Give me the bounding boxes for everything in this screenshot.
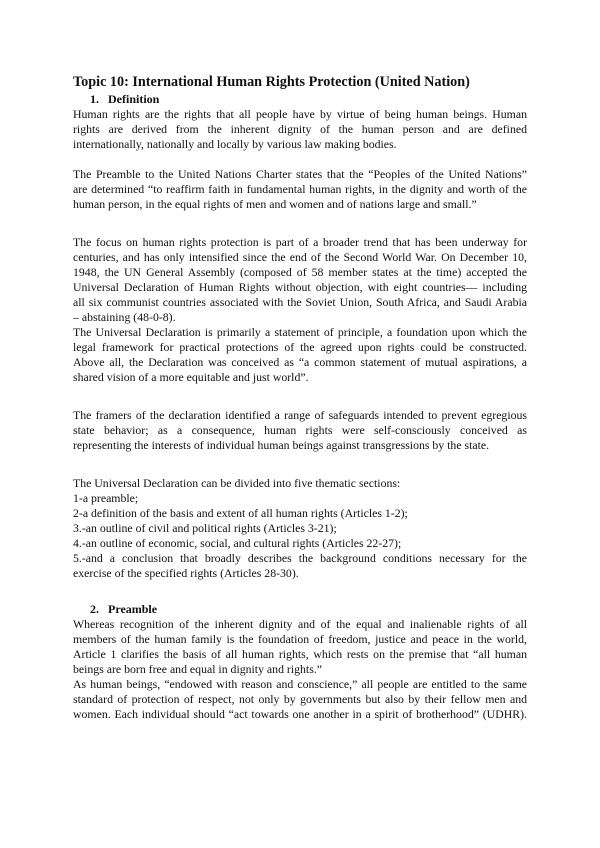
section-heading-definition — [90, 92, 159, 107]
text-line: state behavior; as a consequence, human rights were self-consciously conceived as — [73, 423, 527, 437]
text-line: Universal Declaration of Human Rights without objection, with eight countries— including — [73, 280, 527, 294]
text-line: Article 1 clarifies the basis of all human rights, which rests on the premise that “all human — [73, 647, 527, 661]
text-line: representing the interests of individual human beings against transgressions by the state. — [73, 438, 490, 452]
paragraph-framers — [73, 408, 527, 453]
text-line: shared vision of a more equitable and just world”. — [73, 370, 309, 384]
paragraph-thematic-sections — [73, 476, 527, 581]
text-line: – abstaining (48-0-8). — [73, 310, 176, 324]
section-number: 2. — [90, 602, 99, 616]
section-label: Definition — [108, 92, 160, 106]
text-line: rights are derived from the inherent dignity of the human person and are defined — [73, 122, 527, 136]
text-line: Above all, the Declaration was conceived as “a common statement of mutual aspirations, a — [73, 355, 527, 369]
text-line: The Universal Declaration can be divided into five thematic sections: — [73, 476, 401, 490]
text-line: are determined “to reaffirm faith in fundamental human rights, in the dignity and worth of the — [73, 182, 527, 196]
text-line: Human rights are the rights that all people have by virtue of being human beings. Human — [73, 107, 527, 121]
paragraph-focus-history — [73, 235, 527, 385]
text-line: 1-a preamble; — [73, 491, 139, 505]
paragraph-definition — [73, 107, 527, 152]
text-line: 3.-an outline of civil and political rights (Articles 3-21); — [73, 521, 337, 535]
text-line: standard of protection of respect, not only by governments but also by their fellow men and — [73, 692, 527, 706]
text-line: The focus on human rights protection is part of a broader trend that has been underway for — [73, 235, 527, 249]
section-heading-preamble — [90, 602, 157, 617]
document-title: Topic 10: International Human Rights Protection (United Nation) — [73, 74, 470, 90]
text-line: exercise of the specified rights (Articles 28-30). — [73, 566, 299, 580]
text-line: The Preamble to the United Nations Charter states that the “Peoples of the United Nations” — [73, 167, 527, 181]
section-number: 1. — [90, 92, 99, 106]
text-line: all six communist countries associated with the Soviet Union, South Africa, and Saudi Arabia — [73, 295, 527, 309]
text-line: As human beings, “endowed with reason and conscience,” all people are entitled to the same — [73, 677, 527, 691]
text-line: legal framework for practical protections of the agreed upon rights could be constructed. — [73, 340, 527, 354]
text-line: internationally, nationally and locally by various law making bodies. — [73, 137, 397, 151]
text-line: centuries, and has only intensified since the end of the Second World War. On December 10, — [73, 250, 527, 264]
paragraph-preamble — [73, 617, 527, 722]
text-line: The framers of the declaration identified a range of safeguards intended to prevent egregious — [73, 408, 527, 422]
text-line: 1948, the UN General Assembly (composed of 58 member states at the time) accepted the — [73, 265, 527, 279]
text-line: human person, in the equal rights of men and women and of nations large and small.” — [73, 197, 477, 211]
text-line: Whereas recognition of the inherent dignity and of the equal and inalienable rights of all — [73, 617, 527, 631]
text-line: beings are born free and equal in dignity and rights.” — [73, 662, 322, 676]
section-label: Preamble — [108, 602, 158, 616]
text-line: 2-a definition of the basis and extent of all human rights (Articles 1-2); — [73, 506, 408, 520]
text-line: 5.-and a conclusion that broadly describes the background conditions necessary for the — [73, 551, 527, 565]
text-line: members of the human family is the foundation of freedom, justice and peace in the world, — [73, 632, 527, 646]
text-line: women. Each individual should “act towards one another in a spirit of brotherhood” (UDHR). — [73, 707, 527, 721]
text-line: The Universal Declaration is primarily a statement of principle, a foundation upon which the — [73, 325, 527, 339]
text-line: 4.-an outline of economic, social, and cultural rights (Articles 22-27); — [73, 536, 402, 550]
paragraph-charter-preamble — [73, 167, 527, 212]
